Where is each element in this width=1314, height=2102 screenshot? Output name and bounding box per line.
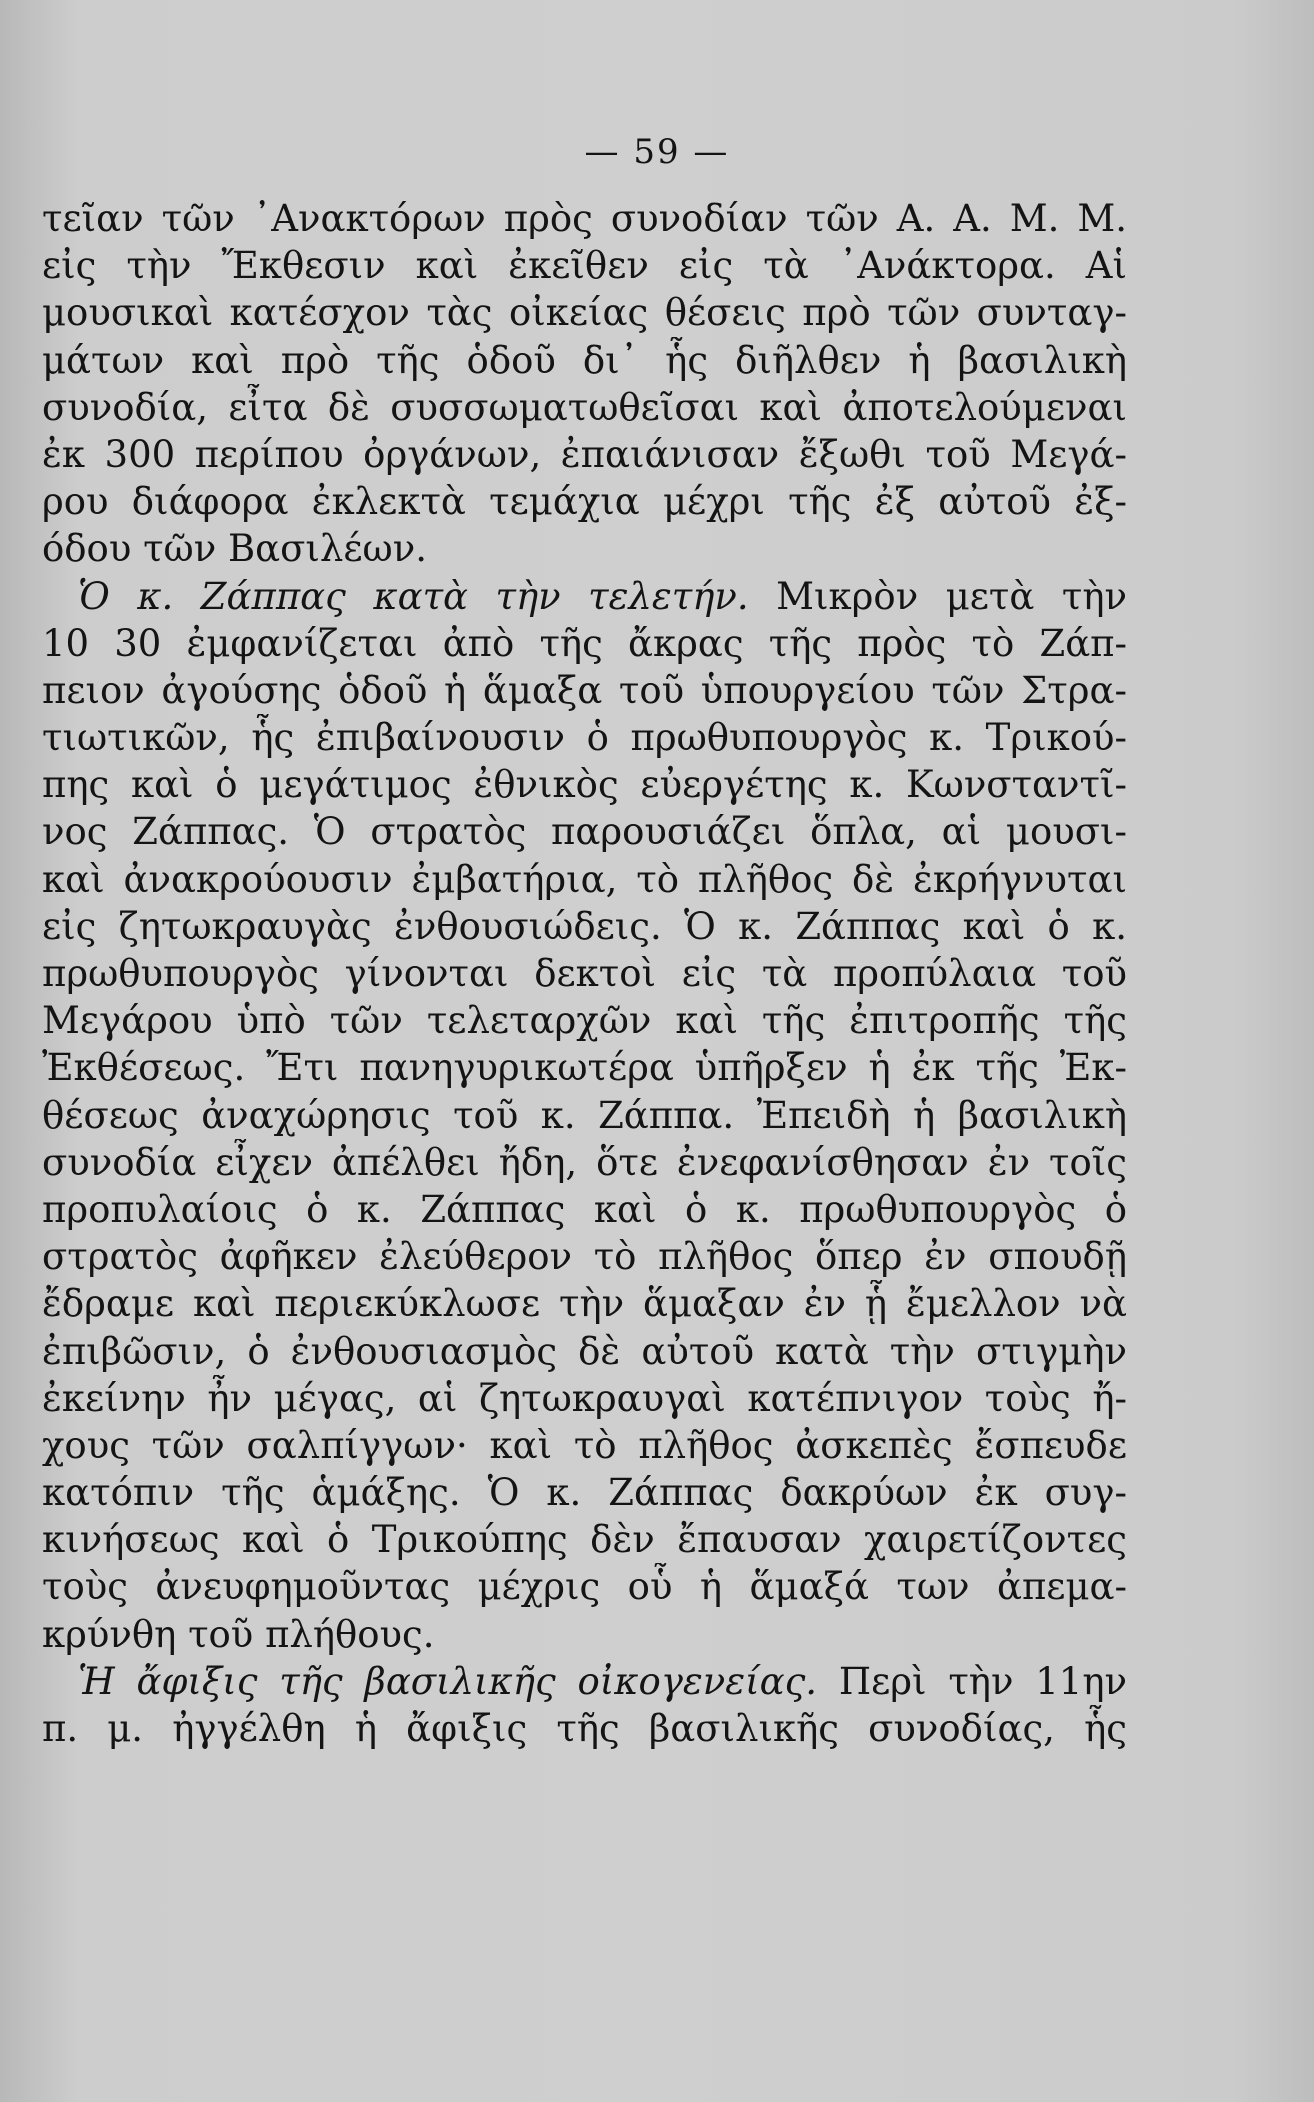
text-line: στρατὸς ἀφῆκεν ἐλεύθερον τὸ πλῆθος ὅπερ ἐν σπουδῇ xyxy=(42,1235,1127,1279)
body-text xyxy=(42,195,1127,1752)
text-line: μουσικαὶ κατέσχον τὰς οἰκείας θέσεις πρὸ τῶν συνταγ- xyxy=(42,291,1127,335)
text-line: κινήσεως καὶ ὁ Τρικούπης δὲν ἔπαυσαν χαιρετίζοντες xyxy=(42,1518,1127,1562)
text-line: τοὺς ἀνευφημοῦντας μέχρις οὗ ἡ ἅμαξά των ἀπεμα- xyxy=(42,1565,1127,1609)
text-line: προπυλαίοις ὁ κ. Ζάππας καὶ ὁ κ. πρωθυπουργὸς ὁ xyxy=(42,1187,1127,1231)
section-heading: Ὁ κ. Ζάππας κατὰ τὴν τελετήν. xyxy=(78,574,749,618)
text-line: Μεγάρου ὑπὸ τῶν τελεταρχῶν καὶ τῆς ἐπιτροπῆς τῆς xyxy=(42,999,1127,1043)
text-line: πρωθυπουργὸς γίνονται δεκτοὶ εἰς τὰ προπύλαια τοῦ xyxy=(42,952,1127,995)
text-line: θέσεως ἀναχώρησις τοῦ κ. Ζάππα. Ἐπειδὴ ἡ βασιλικὴ xyxy=(42,1093,1127,1137)
text-line: τιωτικῶν, ἧς ἐπιβαίνουσιν ὁ πρωθυπουργὸς κ. Τρικού- xyxy=(42,716,1127,760)
text-line: συνοδία, εἶτα δὲ συσσωματωθεῖσαι καὶ ἀποτελούμεναι xyxy=(42,385,1127,429)
text-run: Περὶ τὴν 11ην xyxy=(817,1659,1127,1703)
text-line: ἐπιβῶσιν, ὁ ἐνθουσιασμὸς δὲ αὐτοῦ κατὰ τὴν στιγμὴν xyxy=(42,1329,1127,1373)
text-line: τεῖαν τῶν ᾿Ανακτόρων πρὸς συνοδίαν τῶν Α. Α. Μ. Μ. xyxy=(42,197,1127,240)
text-line: κατόπιν τῆς ἁμάξης. Ὁ κ. Ζάππας δακρύων ἐκ συγ- xyxy=(42,1471,1127,1515)
text-line: ἔδραμε καὶ περιεκύκλωσε τὴν ἅμαξαν ἐν ᾗ ἔμελλον νὰ xyxy=(42,1282,1127,1326)
text-line: κρύνθη τοῦ πλήθους. xyxy=(42,1612,435,1656)
text-line: ἐκ 300 περίπου ὀργάνων, ἐπαιάνισαν ἔξωθι τοῦ Μεγά- xyxy=(42,432,1127,476)
text-line: ἐκείνην ἦν μέγας, αἱ ζητωκραυγαὶ κατέπνιγον τοὺς ἤ- xyxy=(42,1376,1127,1420)
text-line: όδου τῶν Βασιλέων. xyxy=(42,527,427,571)
text-line: εἰς ζητωκραυγὰς ἐνθουσιώδεις. Ὁ κ. Ζάππας καὶ ὁ κ. xyxy=(42,904,1127,948)
text-line: εἰς τὴν Ἔκθεσιν καὶ ἐκεῖθεν εἰς τὰ ᾿Ανάκτορα. Αἱ xyxy=(42,244,1127,288)
text-line: χους τῶν σαλπίγγων· καὶ τὸ πλῆθος ἀσκεπὲς ἔσπευδε xyxy=(42,1423,1127,1467)
text-line: συνοδία εἶχεν ἀπέλθει ἤδη, ὅτε ἐνεφανίσθησαν ἐν τοῖς xyxy=(42,1140,1127,1184)
page-number: — 59 — xyxy=(584,132,730,172)
text-line: πειον ἀγούσης ὁδοῦ ἡ ἅμαξα τοῦ ὑπουργείου τῶν Στρα- xyxy=(42,668,1127,712)
text-line: νος Ζάππας. Ὁ στρατὸς παρουσιάζει ὅπλα, αἱ μουσι- xyxy=(42,810,1127,854)
text-line: καὶ ἀνακρούουσιν ἐμβατήρια, τὸ πλῆθος δὲ ἐκρήγνυται xyxy=(42,857,1127,901)
text-line: Ἐκθέσεως. Ἔτι πανηγυρικωτέρα ὑπῆρξεν ἡ ἐκ τῆς Ἐκ- xyxy=(42,1046,1127,1090)
paragraph-first-line xyxy=(42,573,1127,620)
text-line: ρου διάφορα ἐκλεκτὰ τεμάχια μέχρι τῆς ἐξ αὐτοῦ ἐξ- xyxy=(42,480,1127,524)
section-heading: Ἡ ἄφιξις τῆς βασιλικῆς οἰκογενείας. xyxy=(78,1659,818,1703)
text-line: πης καὶ ὁ μεγάτιμος ἐθνικὸς εὐεργέτης κ. Κωνσταντῖ- xyxy=(42,763,1127,807)
text-line: π. μ. ἠγγέλθη ἡ ἄφιξις τῆς βασιλικῆς συνοδίας, ἧς xyxy=(42,1707,1127,1750)
paragraph-first-line xyxy=(42,1658,1127,1705)
text-run: Μικρὸν μετὰ τὴν xyxy=(748,574,1127,618)
text-line: 10 30 ἐμφανίζεται ἀπὸ τῆς ἄκρας τῆς πρὸς τὸ Ζάπ- xyxy=(42,621,1127,665)
text-line: μάτων καὶ πρὸ τῆς ὁδοῦ δι᾿ ἧς διῆλθεν ἡ βασιλικὴ xyxy=(42,338,1127,382)
